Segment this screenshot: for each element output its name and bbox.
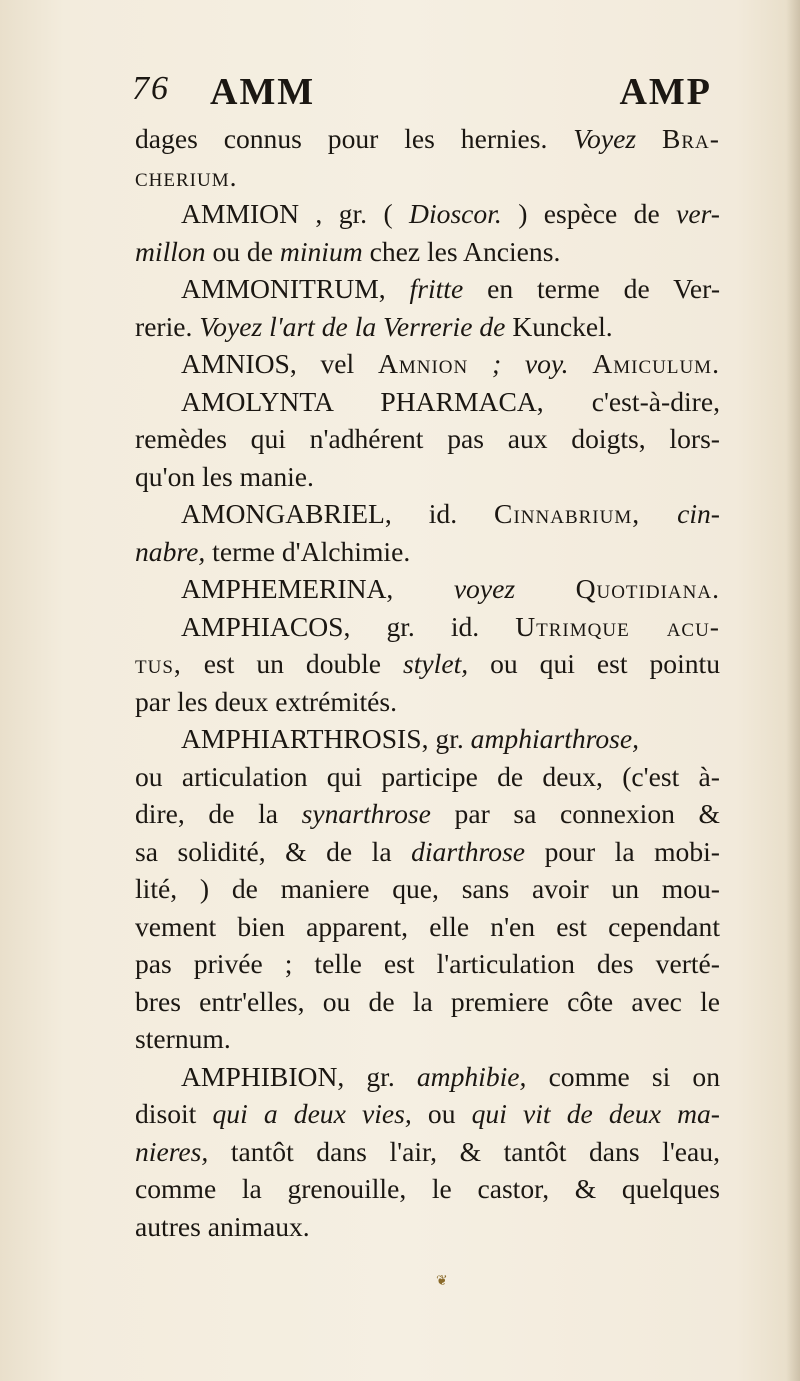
- line-text-smallcaps: cherium.: [135, 160, 238, 192]
- page-number: 76: [132, 70, 170, 107]
- text-line: [135, 1095, 720, 1133]
- line-text: ou: [427, 1098, 456, 1129]
- line-text: dire, de la: [135, 798, 278, 829]
- entry-amphemerina: [135, 570, 720, 608]
- text-line: [135, 120, 720, 158]
- line-text-italic: fritte: [409, 273, 464, 304]
- line-text-italic: cin-: [677, 498, 720, 529]
- printer-ornament-icon: ❦: [436, 1274, 448, 1289]
- line-text: comme si on: [548, 1060, 720, 1092]
- line-text-italic: amphibie,: [416, 1060, 527, 1092]
- entry-amnios: [135, 345, 720, 383]
- line-text-italic: diarthrose: [411, 835, 526, 867]
- entry-amphiacos: [135, 608, 720, 646]
- line-text-italic: Voyez: [573, 123, 637, 154]
- line-text-smallcaps: Amnion: [377, 348, 469, 379]
- dictionary-text: [135, 120, 720, 1245]
- line-text-smallcaps: Amiculum.: [592, 348, 720, 379]
- entry-amphiarthrosis: [135, 720, 720, 758]
- line-text-italic: ; voy.: [491, 348, 569, 379]
- line-text: chez les Anciens.: [369, 235, 561, 267]
- line-text: ou de: [212, 235, 273, 267]
- line-text: qu'on les manie.: [135, 460, 314, 492]
- line-text: est un double: [203, 648, 382, 679]
- line-text: ou qui est pointu: [490, 648, 720, 679]
- text-line: [135, 683, 720, 721]
- line-text: disoit: [135, 1098, 197, 1129]
- line-text-italic: nieres,: [135, 1135, 209, 1167]
- text-line: [135, 945, 720, 983]
- line-text-italic: voyez: [453, 573, 516, 604]
- text-line: [135, 533, 720, 571]
- line-text: AMMION , gr. (: [181, 198, 393, 229]
- text-line: [135, 1170, 720, 1208]
- entry-amongabriel: [135, 495, 720, 533]
- header-left-word: AMM: [210, 71, 316, 113]
- line-text: Kunckel.: [512, 310, 613, 342]
- line-text: AMNIOS, vel: [181, 348, 355, 379]
- line-text: remèdes qui n'adhérent pas aux doigts, lors-: [135, 423, 720, 454]
- line-text: pour la mobi-: [544, 835, 720, 867]
- line-text-smallcaps: Utrimque acu-: [515, 610, 720, 642]
- line-text: vement bien apparent, elle n'en est cependant: [135, 910, 720, 942]
- text-line: [135, 1133, 720, 1171]
- line-text: sternum.: [135, 1023, 231, 1054]
- text-line: [135, 233, 720, 271]
- line-text-italic: qui a deux vies,: [212, 1098, 412, 1129]
- running-header: [132, 70, 712, 114]
- line-text: AMPHIACOS, gr. id.: [181, 610, 480, 642]
- text-line: [135, 833, 720, 871]
- line-text-smallcaps: Cinnabrium,: [494, 498, 641, 529]
- text-line: [135, 158, 720, 196]
- line-text: AMONGABRIEL, id.: [181, 498, 458, 529]
- line-text-italic: qui vit de deux ma-: [471, 1098, 720, 1129]
- line-text: rerie.: [135, 310, 193, 342]
- line-text-italic: millon: [135, 235, 206, 267]
- line-text: AMPHEMERINA,: [181, 573, 394, 604]
- entry-ammonitrum: [135, 270, 720, 308]
- line-text: terme d'Alchimie.: [212, 535, 411, 567]
- text-line: [135, 908, 720, 946]
- text-line: [135, 758, 720, 796]
- line-text: sa solidité, & de la: [135, 835, 392, 867]
- line-text: autres animaux.: [135, 1210, 310, 1242]
- entry-ammion: [135, 195, 720, 233]
- line-text-italic: ver-: [676, 198, 720, 229]
- line-text: bres entr'elles, ou de la premiere côte avec le: [135, 985, 720, 1017]
- line-text: lité, ) de maniere que, sans avoir un mou-: [135, 873, 720, 904]
- text-line: [135, 1208, 720, 1246]
- line-text: AMOLYNTA PHARMACA, c'est-à-dire,: [181, 385, 720, 417]
- line-text-italic: Voyez l'art de la Verrerie de: [199, 310, 506, 342]
- line-text-smallcaps: tus,: [135, 648, 182, 679]
- entry-amphibion: [135, 1058, 720, 1096]
- line-text-italic: minium: [279, 235, 363, 267]
- line-text-italic: synarthrose: [301, 798, 431, 829]
- entry-amolynta: [135, 383, 720, 421]
- line-text-italic: stylet,: [403, 648, 469, 679]
- text-line: [135, 1020, 720, 1058]
- text-line: [135, 420, 720, 458]
- line-text: ) espèce de: [518, 198, 660, 229]
- line-text: en terme de Ver-: [487, 273, 720, 304]
- page-edge-shadow: [786, 0, 800, 1381]
- line-text-smallcaps: Bra-: [661, 123, 720, 154]
- line-text-italic: nabre,: [135, 535, 206, 567]
- line-text: ou articulation qui participe de deux, (c'est à-: [135, 760, 720, 792]
- line-text: AMPHIARTHROSIS, gr.: [181, 723, 464, 754]
- text-line: [135, 795, 720, 833]
- text-line: [135, 870, 720, 908]
- text-line: [135, 308, 720, 346]
- line-text-italic: Dioscor.: [409, 198, 502, 229]
- text-line: [135, 458, 720, 496]
- line-text: par sa connexion &: [454, 798, 720, 829]
- line-text: AMPHIBION, gr.: [181, 1060, 395, 1092]
- line-text: tantôt dans l'air, & tantôt dans l'eau,: [230, 1135, 720, 1167]
- line-text: pas privée ; telle est l'articulation des verté-: [135, 948, 720, 979]
- line-text: par les deux extrémités.: [135, 685, 398, 717]
- line-text: comme la grenouille, le castor, & quelques: [135, 1173, 720, 1204]
- line-text: AMMONITRUM,: [181, 273, 386, 304]
- text-line: [135, 645, 720, 683]
- line-text-smallcaps: Quotidiana.: [575, 573, 720, 604]
- header-right-word: AMP: [619, 71, 712, 113]
- text-line: [135, 983, 720, 1021]
- line-text: dages connus pour les hernies.: [135, 123, 548, 154]
- line-text-italic: amphiarthrose,: [470, 723, 640, 754]
